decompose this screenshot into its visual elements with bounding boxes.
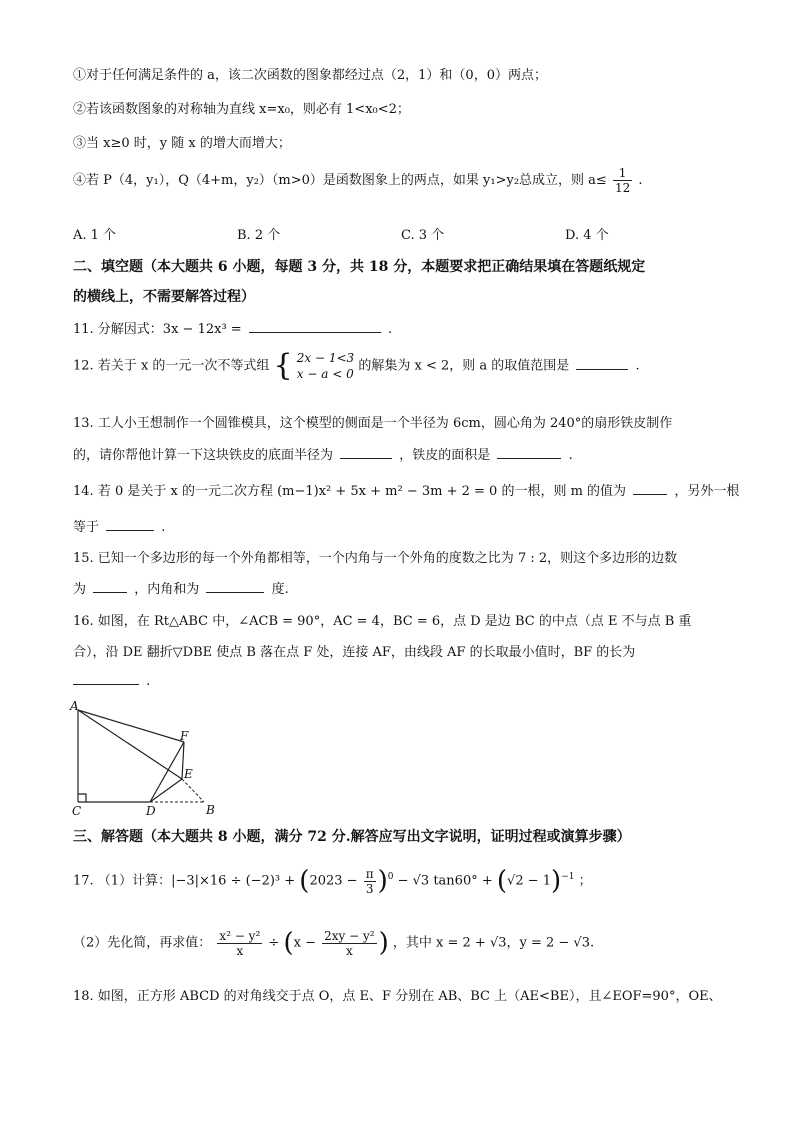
q13-line1: 13. 工人小王想制作一个圆锥模具，这个模型的侧面是一个半径为 6cm，圆心角为 240°的扇形铁皮制作 — [73, 416, 673, 431]
q17-p2-numerator-1: x² − y² — [219, 928, 261, 943]
q10-statement-2: ②若该函数图象的对称轴为直线 x=x₀，则必有 1<x₀<2； — [73, 102, 410, 117]
q17-p1-denominator: 3 — [365, 881, 374, 896]
q16-line3 — [73, 672, 150, 689]
q13-area-blank[interactable] — [497, 446, 561, 459]
option-d: D. 4 个 — [565, 228, 609, 243]
q10-s4-text: ④若 P（4，y₁），Q（4+m，y₂）（m>0）是函数图象上的两点，如果 y₁>y₂总成立，则 a≤ — [73, 173, 607, 188]
section3-title: 三、解答题（本大题共 8 小题，满分 72 分.解答应写出文字说明，证明过程或演算步骤） — [73, 829, 631, 845]
q17-p2-div: ÷ — [268, 935, 280, 951]
q12-text-b: 的解集为 x < 2，则 a 的取值范围是 — [358, 358, 570, 374]
q10-s4-numerator: 1 — [613, 166, 632, 181]
q15-angle-sum-blank[interactable] — [206, 580, 264, 593]
q17-p2-denominator-1: x — [236, 943, 244, 958]
q12-row-1: 2x − 1<3 — [296, 351, 355, 365]
paren-close-3: ) — [378, 928, 389, 958]
q16-geometry-figure — [66, 698, 226, 820]
q14-root-blank[interactable] — [106, 518, 154, 531]
q16-answer-blank[interactable] — [73, 672, 139, 685]
q13-line2 — [73, 444, 573, 463]
label-b: B — [206, 803, 215, 817]
q12-row-2: x − a < 0 — [296, 367, 354, 381]
q13-end: . — [568, 448, 573, 463]
q10-statement-4 — [73, 166, 643, 195]
q17-p1-text-b: − √3 tan60° + — [397, 873, 493, 889]
q10-options — [73, 224, 729, 243]
q10-s4-end: . — [638, 173, 643, 188]
label-c: C — [72, 804, 82, 818]
q17-p2-denominator-2: x — [345, 943, 353, 958]
q12-text-a: 12. 若关于 x 的一元一次不等式组 — [73, 358, 270, 374]
right-angle-mark — [78, 794, 86, 802]
option-c: C. 3 个 — [401, 228, 445, 243]
q15-line2 — [73, 578, 289, 597]
q15-text-c: 度. — [271, 582, 289, 597]
option-b: B. 2 个 — [237, 228, 281, 243]
section2-title-line2: 的横线上，不需要解答过程） — [73, 289, 255, 305]
q16-line1: 16. 如图，在 Rt△ABC 中，∠ACB = 90°，AC = 4，BC = 6，点 D 是边 BC 的中点（点 E 不与点 B 重 — [73, 614, 692, 629]
q10-statement-3: ③当 x≥0 时，y 随 x 的增大而增大； — [73, 136, 291, 151]
q12-brace: { — [273, 348, 293, 383]
q17-p1-exp0: 0 — [387, 872, 394, 883]
q10-statement-1: ①对于任何满足条件的 a，该二次函数的图象都经过点（2，1）和（0，0）两点； — [73, 68, 547, 83]
q15-sides-blank[interactable] — [93, 580, 127, 593]
q17-p1-text-a: 17. （1）计算：|−3|×16 ÷ (−2)³ + — [73, 873, 296, 889]
segment-ae — [78, 710, 182, 779]
q17-p1-root: √2 − 1 — [507, 873, 552, 889]
q17-p2-fraction-1 — [217, 929, 262, 958]
label-d: D — [146, 804, 156, 818]
q13-radius-blank[interactable] — [340, 446, 392, 459]
q10-s4-denominator: 12 — [614, 181, 631, 195]
q11 — [73, 318, 392, 337]
q11-end: . — [387, 322, 393, 337]
q14-line2 — [73, 516, 165, 535]
label-e: E — [184, 767, 193, 781]
q17-p2-text-b: ，其中 x = 2 + √3，y = 2 − √3. — [392, 935, 595, 951]
paren-open-2: ( — [496, 866, 508, 896]
q17-p1-end: ； — [578, 873, 592, 889]
q18-line1: 18. 如图，正方形 ABCD 的对角线交于点 O，点 E、F 分别在 AB、BC 上（AE<BE），且∠EOF=90°，OE、 — [73, 989, 722, 1004]
q17-p2-text-a: （2）先化简，再求值： — [73, 935, 212, 951]
q17-p2-numerator-2: 2xy − y² — [324, 928, 375, 943]
q17-p1-fraction — [364, 867, 376, 896]
q14-text-a: 14. 若 0 是关于 x 的一元二次方程 (m−1)x² + 5x + m² − 3m + 2 = 0 的一根，则 m 的值为 — [73, 484, 627, 499]
q16-line2: 合），沿 DE 翻折▽DBE 使点 B 落在点 F 处，连接 AF，由线段 AF 的长取最小值时，BF 的长为 — [73, 645, 636, 660]
q17-part1 — [73, 866, 592, 896]
q14-end: . — [161, 520, 166, 535]
q14-text-c: 等于 — [73, 520, 100, 535]
q10-s4-fraction — [613, 166, 632, 195]
q13-text-a: 的，请你帮他计算一下这块铁皮的底面半径为 — [73, 448, 334, 463]
q15-line1: 15. 已知一个多边形的每一个外角都相等，一个内角与一个外角的度数之比为 7 : 2，则这个多边形的边数 — [73, 551, 678, 566]
q17-p2-x: x − — [293, 935, 316, 951]
segment-fd — [150, 742, 184, 802]
q12 — [73, 350, 640, 382]
section2-title-line1: 二、填空题（本大题共 6 小题，每题 3 分，共 18 分，本题要求把正确结果填在答题纸规定 — [73, 259, 646, 275]
segment-eb-dashed — [182, 779, 204, 802]
q12-system — [297, 350, 354, 382]
q17-p1-exp: −1 — [561, 872, 575, 883]
q17-p1-base: 2023 − — [309, 873, 358, 889]
label-a: A — [70, 699, 79, 713]
q12-end: . — [635, 358, 640, 374]
q11-text: 11. 分解因式：3x − 12x³ = — [73, 322, 242, 337]
q14-m-blank[interactable] — [633, 482, 667, 495]
q14-line1 — [73, 480, 739, 499]
q12-answer-blank[interactable] — [576, 357, 628, 370]
q14-text-b: ，另外一根 — [674, 484, 740, 499]
segment-de — [150, 779, 182, 802]
paren-close-2: ) — [551, 866, 562, 896]
q17-p2-fraction-2 — [322, 929, 376, 958]
paren-close: ) — [377, 866, 388, 896]
option-a: A. 1 个 — [73, 228, 117, 243]
q17-part2 — [73, 928, 594, 958]
paren-open-3: ( — [283, 928, 294, 958]
q17-p1-numerator: π — [365, 866, 374, 881]
q15-text-a: 为 — [73, 582, 87, 597]
q16-end: . — [146, 674, 151, 689]
label-f: F — [180, 729, 189, 743]
q11-answer-blank[interactable] — [249, 320, 381, 333]
q13-text-b: ，铁皮的面积是 — [399, 448, 491, 463]
paren-open: ( — [299, 866, 310, 896]
segment-af — [78, 710, 184, 742]
q15-text-b: ，内角和为 — [134, 582, 200, 597]
